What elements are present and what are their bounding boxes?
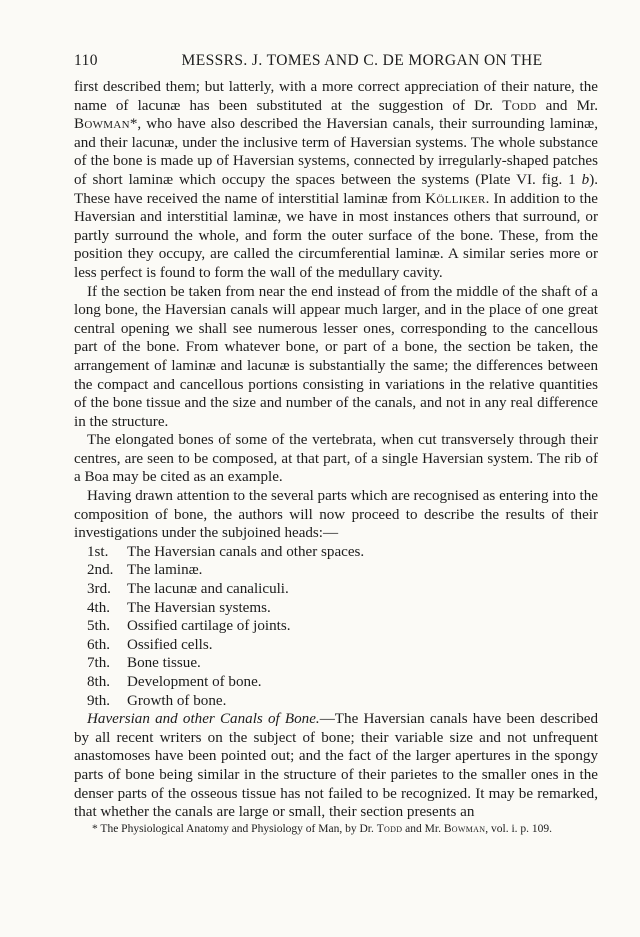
text-run: and Mr.	[402, 823, 444, 835]
paragraph-2: If the section be taken from near the end instead of from the middle of the shaft of a long bone, the Haversian canals will appear much larger, and in the place of one great central opening we shall see numerous lesser ones, corresponding to the cancellous part of the bone. From whatever bone, or part of a bone, the section be taken, the arrangement of laminæ and lacunæ is substantially the same; the differences between the compact and cancellous portions consisting in variations in the relative quantities of the bone tissue and the size and number of the canals, and not in any real difference in the structure.	[74, 283, 598, 430]
list-text: The lacunæ and canaliculi.	[127, 581, 289, 598]
list-text: Growth of bone.	[127, 692, 227, 709]
list-text: Ossified cells.	[127, 636, 213, 653]
list-item	[74, 617, 598, 636]
paragraph-1	[74, 78, 598, 283]
list-number: 2nd.	[87, 562, 114, 579]
list-item	[74, 654, 598, 673]
list-text: Development of bone.	[127, 674, 262, 690]
list-text: The Haversian systems.	[127, 599, 271, 616]
heads-list	[74, 543, 598, 710]
author-name-todd: Todd	[376, 823, 403, 835]
page-number: 110	[74, 52, 98, 69]
author-name-todd: Todd	[502, 97, 537, 114]
text-run: * The Physiological Anatomy and Physiology of Man, by Dr.	[92, 823, 377, 835]
footnote	[74, 822, 598, 836]
body-text	[74, 78, 598, 822]
list-item	[74, 580, 598, 599]
list-number: 7th.	[87, 655, 111, 672]
text-run: *, who have also described the Haversian canals, their surrounding laminæ, and their lacunæ, under the inclusive term of Haversian systems. The whole substance of the bone is made up of Haversian systems, connected by irregularly-shaped patches of short laminæ which occupy the spaces between the systems (Plate VI. fig. 1	[74, 116, 598, 188]
section-heading: Haversian and other Canals of Bone.	[87, 711, 320, 728]
list-item	[74, 543, 598, 562]
paragraph-4: Having drawn attention to the several parts which are recognised as entering into the composition of bone, the authors will now proceed to describe the results of their investigations under the subjoined heads:—	[74, 488, 598, 542]
text-run: , vol. i. p. 109.	[485, 823, 553, 835]
list-item	[74, 599, 598, 618]
text-run: first described them; but latterly, with a more correct appreciation of their nature, the name of lacunæ has been substituted at the suggestion of Dr.	[74, 79, 598, 114]
list-item	[74, 636, 598, 655]
list-number: 1st.	[87, 543, 109, 560]
list-item	[74, 692, 598, 711]
figure-ref: b	[581, 171, 590, 188]
list-item	[74, 673, 598, 692]
author-name-bowman: Bowman	[443, 823, 486, 835]
list-number: 3rd.	[87, 581, 111, 598]
paragraph-3: The elongated bones of some of the vertebrata, when cut transversely through their centres, are seen to be composed, at that part, of a single Haversian system. The rib of a Boa may be cited as an example.	[74, 432, 598, 486]
list-number: 4th.	[87, 599, 111, 616]
list-item	[74, 561, 598, 580]
author-name-bowman: Bowman	[74, 116, 130, 133]
running-title: MESSRS. J. TOMES AND C. DE MORGAN ON THE	[181, 52, 543, 69]
list-number: 8th.	[87, 674, 111, 690]
list-text: The laminæ.	[127, 562, 203, 579]
text-run: ). These have received the name of interstitial laminæ from	[74, 171, 598, 207]
author-name-kolliker: Kölliker	[425, 190, 486, 207]
list-text: Bone tissue.	[127, 655, 201, 672]
list-number: 6th.	[87, 636, 111, 653]
list-number: 9th.	[87, 692, 111, 709]
text-run: . In addition to the Haversian and interstitial laminæ, we have in most instances others that surround, or partly surround the whole, and form the outer surface of the bone. These, from the position they occupy, are called the circumferential laminæ. A similar series more or less perfect is found to form the wall of the medullary cavity.	[74, 190, 598, 281]
text-run: and Mr.	[536, 97, 598, 114]
text-run: —The Haversian canals have been described by all recent writers on the subject of bone; their variable size and not unfrequent anastomoses have been pointed out; and the fact of the larger apertures in the spongy parts of bone being similar in the structure of their parietes to the smaller ones in the denser parts of the osseous tissue has not failed to be recognized. It may be remarked, that whether the canals are large or small, their section presents an	[74, 711, 598, 821]
paragraph-5	[74, 710, 598, 822]
list-text: The Haversian canals and other spaces.	[127, 543, 365, 560]
list-number: 5th.	[87, 618, 111, 635]
list-text: Ossified cartilage of joints.	[127, 618, 291, 635]
